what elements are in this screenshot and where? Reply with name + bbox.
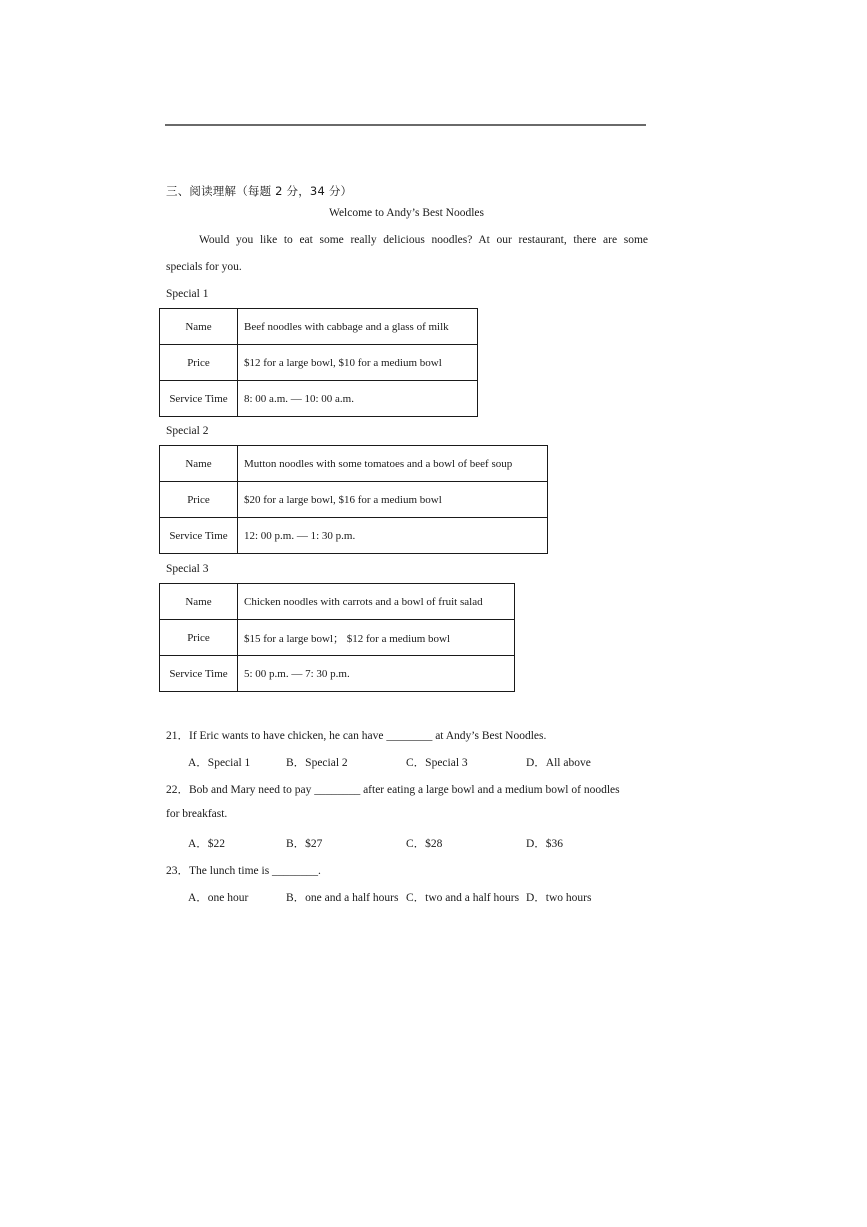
table-key: Service Time bbox=[160, 381, 238, 417]
passage-intro-line-2: specials for you. bbox=[166, 261, 242, 273]
table-value: Beef noodles with cabbage and a glass of milk bbox=[238, 309, 478, 345]
table-key: Name bbox=[160, 309, 238, 345]
table-row bbox=[160, 309, 478, 345]
table-value: 8: 00 a.m. — 10: 00 a.m. bbox=[238, 381, 478, 417]
question-21-stem: 21．If Eric wants to have chicken, he can have ________ at Andy’s Best Noodles. bbox=[166, 730, 547, 742]
question-23-option-c: C．two and a half hours bbox=[406, 892, 520, 904]
table-row bbox=[160, 482, 548, 518]
table-key: Price bbox=[160, 345, 238, 381]
table-row bbox=[160, 584, 515, 620]
table-row bbox=[160, 446, 548, 482]
table-key: Price bbox=[160, 620, 238, 656]
table-row bbox=[160, 381, 478, 417]
table-value: Chicken noodles with carrots and a bowl of fruit salad bbox=[238, 584, 515, 620]
table-row bbox=[160, 518, 548, 554]
table-value: $20 for a large bowl, $16 for a medium bowl bbox=[238, 482, 548, 518]
passage-intro-line-1: Would you like to eat some really delicious noodles? At our restaurant, there are some bbox=[199, 234, 648, 246]
question-21-option-a: A．Special 1 bbox=[188, 757, 251, 769]
table-key: Name bbox=[160, 446, 238, 482]
table-value: 5: 00 p.m. — 7: 30 p.m. bbox=[238, 656, 515, 692]
question-22-stem-continued: for breakfast. bbox=[166, 808, 228, 820]
table-row bbox=[160, 345, 478, 381]
special-1-table bbox=[159, 308, 478, 417]
question-21-option-d: D．All above bbox=[526, 757, 591, 769]
question-23-stem: 23．The lunch time is ________. bbox=[166, 865, 321, 877]
table-key: Name bbox=[160, 584, 238, 620]
question-22-option-d: D．$36 bbox=[526, 838, 564, 850]
question-21-option-c: C．Special 3 bbox=[406, 757, 468, 769]
table-value: $12 for a large bowl, $10 for a medium bowl bbox=[238, 345, 478, 381]
special-2-table bbox=[159, 445, 548, 554]
question-23-option-b: B．one and a half hours bbox=[286, 892, 399, 904]
table-row bbox=[160, 656, 515, 692]
question-21-option-b: B．Special 2 bbox=[286, 757, 348, 769]
special-3-label: Special 3 bbox=[166, 563, 209, 575]
question-22-option-b: B．$27 bbox=[286, 838, 323, 850]
question-22-stem: 22．Bob and Mary need to pay ________ after eating a large bowl and a medium bowl of noodles bbox=[166, 784, 620, 796]
question-23-option-a: A．one hour bbox=[188, 892, 249, 904]
table-value: $15 for a large bowl； $12 for a medium bowl bbox=[238, 620, 515, 656]
section-heading: 三、阅读理解（每题 2 分，34 分） bbox=[166, 184, 353, 198]
table-key: Price bbox=[160, 482, 238, 518]
passage-title: Welcome to Andy’s Best Noodles bbox=[329, 207, 484, 219]
special-2-label: Special 2 bbox=[166, 425, 209, 437]
table-value: Mutton noodles with some tomatoes and a bowl of beef soup bbox=[238, 446, 548, 482]
question-23-option-d: D．two hours bbox=[526, 892, 592, 904]
table-key: Service Time bbox=[160, 656, 238, 692]
question-22-option-c: C．$28 bbox=[406, 838, 443, 850]
table-value: 12: 00 p.m. — 1: 30 p.m. bbox=[238, 518, 548, 554]
question-22-option-a: A．$22 bbox=[188, 838, 226, 850]
header-rule bbox=[165, 124, 646, 126]
special-3-table bbox=[159, 583, 515, 692]
table-key: Service Time bbox=[160, 518, 238, 554]
special-1-label: Special 1 bbox=[166, 288, 209, 300]
table-row bbox=[160, 620, 515, 656]
